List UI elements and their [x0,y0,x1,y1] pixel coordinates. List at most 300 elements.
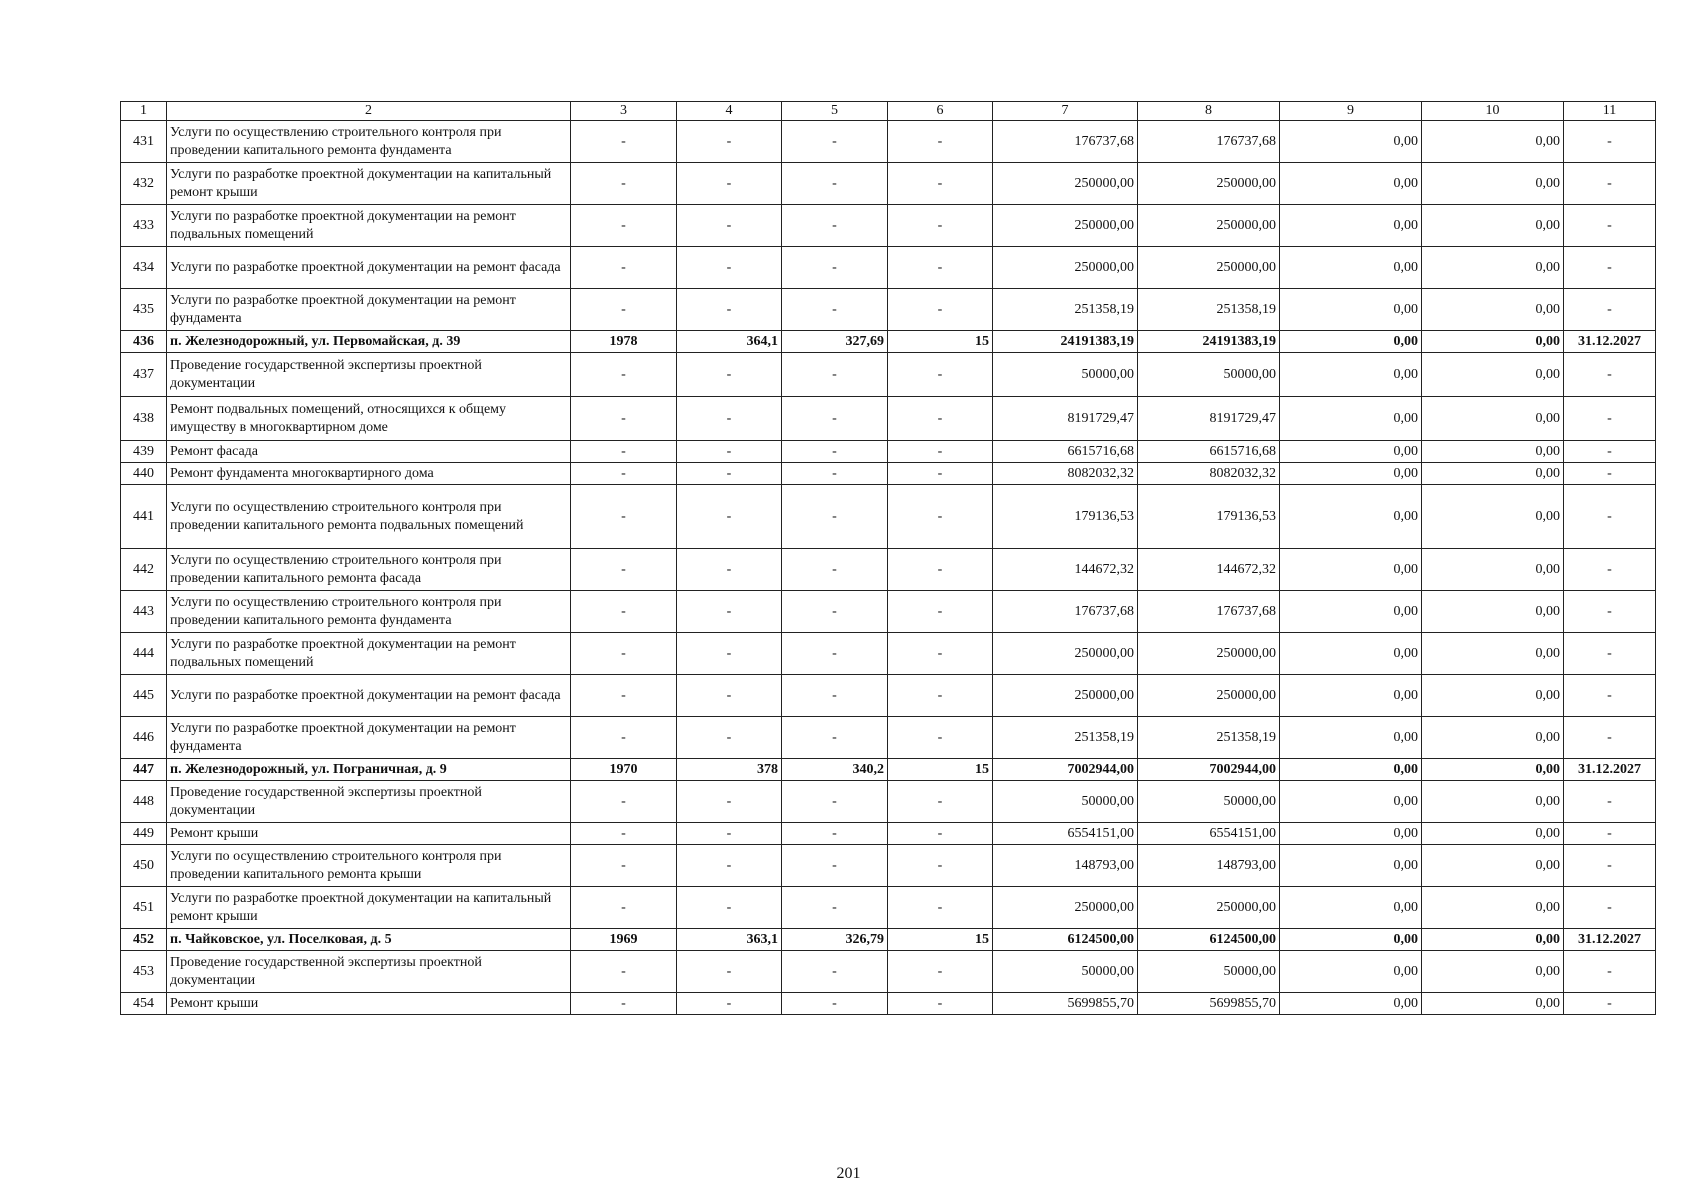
work-description: Услуги по разработке проектной документации на ремонт подвальных помещений [167,205,571,247]
cell-col-3: - [571,591,677,633]
cell-col-7: 250000,00 [993,887,1138,929]
cell-col-6: - [888,247,993,289]
cell-col-10: 0,00 [1422,549,1564,591]
cell-col-11: - [1564,247,1656,289]
row-number: 447 [121,759,167,781]
work-description: Проведение государственной экспертизы проектной документации [167,781,571,823]
table-row [121,205,1656,247]
cell-col-8: 6615716,68 [1138,441,1280,463]
cell-col-6: - [888,951,993,993]
cell-col-5: - [782,993,888,1015]
cell-col-7: 8082032,32 [993,463,1138,485]
cell-col-9: 0,00 [1280,163,1422,205]
cell-col-10: 0,00 [1422,887,1564,929]
cell-col-4: - [677,823,782,845]
cell-col-7: 148793,00 [993,845,1138,887]
cell-col-6: - [888,887,993,929]
table-row [121,781,1656,823]
cell-col-5: - [782,591,888,633]
row-number: 443 [121,591,167,633]
cell-col-5: 326,79 [782,929,888,951]
table-row [121,463,1656,485]
column-header: 5 [782,102,888,121]
cell-col-4: - [677,353,782,397]
cell-col-6: - [888,781,993,823]
cell-col-4: - [677,289,782,331]
cell-col-6: - [888,591,993,633]
table-row [121,845,1656,887]
cell-col-7: 6124500,00 [993,929,1138,951]
page-number: 201 [836,1165,861,1182]
row-number: 452 [121,929,167,951]
row-number: 438 [121,397,167,441]
cell-col-5: - [782,781,888,823]
row-number: 451 [121,887,167,929]
cell-col-9: 0,00 [1280,289,1422,331]
row-number: 431 [121,121,167,163]
cell-col-5: 327,69 [782,331,888,353]
cell-col-7: 24191383,19 [993,331,1138,353]
cell-col-9: 0,00 [1280,633,1422,675]
cell-col-9: 0,00 [1280,781,1422,823]
cell-col-3: - [571,289,677,331]
cell-col-11: - [1564,205,1656,247]
cell-col-11: - [1564,353,1656,397]
table-row [121,441,1656,463]
cell-col-7: 176737,68 [993,591,1138,633]
cell-col-7: 5699855,70 [993,993,1138,1015]
cell-col-9: 0,00 [1280,247,1422,289]
table-row [121,591,1656,633]
table-row [121,675,1656,717]
row-number: 433 [121,205,167,247]
cell-col-9: 0,00 [1280,353,1422,397]
cell-col-4: - [677,993,782,1015]
row-number: 441 [121,485,167,549]
table-row [121,163,1656,205]
work-description: Услуги по разработке проектной документации на ремонт подвальных помещений [167,633,571,675]
cell-col-6: - [888,289,993,331]
cell-col-7: 250000,00 [993,675,1138,717]
cell-col-10: 0,00 [1422,463,1564,485]
cell-col-10: 0,00 [1422,633,1564,675]
cell-col-4: - [677,781,782,823]
work-description: Ремонт фундамента многоквартирного дома [167,463,571,485]
cell-col-5: - [782,717,888,759]
cell-col-6: - [888,485,993,549]
row-number: 436 [121,331,167,353]
cell-col-11: 31.12.2027 [1564,331,1656,353]
cell-col-6: - [888,121,993,163]
cell-col-3: 1969 [571,929,677,951]
cell-col-6: 15 [888,331,993,353]
cell-col-8: 250000,00 [1138,675,1280,717]
work-description: Услуги по разработке проектной документации на капитальный ремонт крыши [167,163,571,205]
column-header: 3 [571,102,677,121]
table-row [121,549,1656,591]
cell-col-3: - [571,951,677,993]
cell-col-8: 250000,00 [1138,247,1280,289]
row-number: 439 [121,441,167,463]
cell-col-5: - [782,549,888,591]
cell-col-11: - [1564,675,1656,717]
cell-col-9: 0,00 [1280,549,1422,591]
work-description: Услуги по разработке проектной документации на ремонт фундамента [167,717,571,759]
cell-col-9: 0,00 [1280,591,1422,633]
cell-col-10: 0,00 [1422,121,1564,163]
cell-col-3: 1970 [571,759,677,781]
work-description: Услуги по осуществлению строительного контроля при проведении капитального ремонта фундамента [167,121,571,163]
cell-col-4: - [677,205,782,247]
cell-col-3: - [571,247,677,289]
cell-col-9: 0,00 [1280,993,1422,1015]
cell-col-8: 50000,00 [1138,781,1280,823]
cell-col-3: - [571,353,677,397]
cell-col-4: - [677,951,782,993]
cell-col-11: 31.12.2027 [1564,929,1656,951]
work-description: Проведение государственной экспертизы проектной документации [167,951,571,993]
cell-col-5: - [782,289,888,331]
work-description: Ремонт фасада [167,441,571,463]
cell-col-11: - [1564,845,1656,887]
cell-col-10: 0,00 [1422,331,1564,353]
cell-col-8: 250000,00 [1138,163,1280,205]
cell-col-10: 0,00 [1422,717,1564,759]
cell-col-6: 15 [888,759,993,781]
cell-col-7: 179136,53 [993,485,1138,549]
work-description: Услуги по осуществлению строительного контроля при проведении капитального ремонта фасада [167,549,571,591]
cell-col-3: - [571,205,677,247]
cell-col-5: - [782,247,888,289]
cell-col-7: 6615716,68 [993,441,1138,463]
cell-col-9: 0,00 [1280,205,1422,247]
cell-col-3: - [571,887,677,929]
cell-col-5: - [782,463,888,485]
cell-col-3: - [571,993,677,1015]
cell-col-8: 251358,19 [1138,289,1280,331]
work-description: Услуги по разработке проектной документации на ремонт фасада [167,247,571,289]
work-description: Услуги по разработке проектной документации на капитальный ремонт крыши [167,887,571,929]
cell-col-10: 0,00 [1422,759,1564,781]
table-row [121,993,1656,1015]
cell-col-6: - [888,205,993,247]
cell-col-7: 176737,68 [993,121,1138,163]
column-header: 7 [993,102,1138,121]
cell-col-7: 50000,00 [993,353,1138,397]
cell-col-11: - [1564,951,1656,993]
cell-col-5: - [782,675,888,717]
cell-col-9: 0,00 [1280,397,1422,441]
cell-col-6: - [888,353,993,397]
cell-col-11: - [1564,591,1656,633]
cell-col-10: 0,00 [1422,441,1564,463]
work-description: п. Железнодорожный, ул. Пограничная, д. 9 [167,759,571,781]
cell-col-10: 0,00 [1422,289,1564,331]
cell-col-4: - [677,717,782,759]
row-number: 432 [121,163,167,205]
cell-col-11: - [1564,441,1656,463]
cell-col-4: - [677,247,782,289]
cell-col-10: 0,00 [1422,993,1564,1015]
cell-col-5: - [782,121,888,163]
cell-col-5: - [782,353,888,397]
cell-col-5: - [782,845,888,887]
cell-col-9: 0,00 [1280,717,1422,759]
cell-col-3: - [571,781,677,823]
cell-col-10: 0,00 [1422,675,1564,717]
cell-col-8: 250000,00 [1138,205,1280,247]
cell-col-3: - [571,441,677,463]
column-header: 2 [167,102,571,121]
cell-col-11: - [1564,463,1656,485]
cell-col-4: - [677,121,782,163]
cell-col-5: 340,2 [782,759,888,781]
cell-col-3: - [571,823,677,845]
cell-col-4: - [677,485,782,549]
cell-col-9: 0,00 [1280,331,1422,353]
cell-col-3: - [571,549,677,591]
cell-col-7: 50000,00 [993,951,1138,993]
cell-col-5: - [782,633,888,675]
address-row [121,331,1656,353]
cell-col-11: - [1564,289,1656,331]
table-row [121,485,1656,549]
cell-col-8: 250000,00 [1138,633,1280,675]
cell-col-4: - [677,397,782,441]
row-number: 440 [121,463,167,485]
row-number: 449 [121,823,167,845]
column-header: 11 [1564,102,1656,121]
work-description: Услуги по разработке проектной документации на ремонт фасада [167,675,571,717]
cell-col-3: - [571,845,677,887]
cell-col-6: - [888,463,993,485]
cell-col-9: 0,00 [1280,675,1422,717]
cell-col-8: 148793,00 [1138,845,1280,887]
cell-col-5: - [782,887,888,929]
cell-col-8: 24191383,19 [1138,331,1280,353]
cell-col-8: 176737,68 [1138,121,1280,163]
cell-col-10: 0,00 [1422,205,1564,247]
cell-col-7: 251358,19 [993,717,1138,759]
address-row [121,759,1656,781]
cell-col-9: 0,00 [1280,121,1422,163]
cell-col-8: 7002944,00 [1138,759,1280,781]
cell-col-11: - [1564,781,1656,823]
cell-col-10: 0,00 [1422,845,1564,887]
cell-col-5: - [782,205,888,247]
cell-col-10: 0,00 [1422,353,1564,397]
cell-col-4: - [677,163,782,205]
cell-col-9: 0,00 [1280,823,1422,845]
cell-col-11: - [1564,993,1656,1015]
table-row [121,633,1656,675]
row-number: 450 [121,845,167,887]
cell-col-6: 15 [888,929,993,951]
work-description: Ремонт крыши [167,993,571,1015]
cell-col-11: - [1564,633,1656,675]
cell-col-11: - [1564,717,1656,759]
work-description: Ремонт подвальных помещений, относящихся к общему имуществу в многоквартирном доме [167,397,571,441]
cell-col-7: 251358,19 [993,289,1138,331]
column-number-row [121,102,1656,121]
row-number: 437 [121,353,167,397]
cell-col-5: - [782,397,888,441]
cell-col-6: - [888,633,993,675]
work-description: Услуги по разработке проектной документации на ремонт фундамента [167,289,571,331]
cell-col-3: - [571,121,677,163]
cell-col-6: - [888,845,993,887]
cell-col-7: 7002944,00 [993,759,1138,781]
cell-col-6: - [888,163,993,205]
table-row [121,951,1656,993]
cell-col-3: - [571,717,677,759]
cell-col-4: - [677,675,782,717]
cell-col-6: - [888,441,993,463]
cell-col-7: 250000,00 [993,205,1138,247]
cell-col-7: 250000,00 [993,633,1138,675]
cell-col-6: - [888,717,993,759]
table-row [121,353,1656,397]
cell-col-3: - [571,397,677,441]
cell-col-10: 0,00 [1422,951,1564,993]
cell-col-3: - [571,485,677,549]
cell-col-11: - [1564,887,1656,929]
work-description: Ремонт крыши [167,823,571,845]
row-number: 445 [121,675,167,717]
row-number: 448 [121,781,167,823]
cell-col-11: - [1564,549,1656,591]
row-number: 446 [121,717,167,759]
row-number: 453 [121,951,167,993]
work-description: Услуги по осуществлению строительного контроля при проведении капитального ремонта крыши [167,845,571,887]
table-row [121,247,1656,289]
cell-col-5: - [782,163,888,205]
cell-col-6: - [888,993,993,1015]
cell-col-6: - [888,397,993,441]
cell-col-8: 179136,53 [1138,485,1280,549]
cell-col-4: - [677,591,782,633]
cell-col-10: 0,00 [1422,163,1564,205]
work-description: Проведение государственной экспертизы проектной документации [167,353,571,397]
cell-col-11: - [1564,397,1656,441]
cell-col-8: 176737,68 [1138,591,1280,633]
work-description: Услуги по осуществлению строительного контроля при проведении капитального ремонта подвальных помещений [167,485,571,549]
cell-col-8: 50000,00 [1138,951,1280,993]
cell-col-8: 8191729,47 [1138,397,1280,441]
row-number: 442 [121,549,167,591]
column-header: 1 [121,102,167,121]
cell-col-8: 250000,00 [1138,887,1280,929]
cell-col-9: 0,00 [1280,845,1422,887]
row-number: 444 [121,633,167,675]
cell-col-10: 0,00 [1422,247,1564,289]
column-header: 6 [888,102,993,121]
cell-col-4: - [677,887,782,929]
row-number: 435 [121,289,167,331]
cell-col-9: 0,00 [1280,887,1422,929]
cell-col-9: 0,00 [1280,485,1422,549]
row-number: 434 [121,247,167,289]
column-header: 8 [1138,102,1280,121]
cell-col-11: - [1564,163,1656,205]
table-row [121,823,1656,845]
cell-col-8: 50000,00 [1138,353,1280,397]
cell-col-4: - [677,549,782,591]
cell-col-11: - [1564,485,1656,549]
table-row [121,289,1656,331]
cell-col-10: 0,00 [1422,485,1564,549]
column-header: 10 [1422,102,1564,121]
cell-col-7: 250000,00 [993,163,1138,205]
column-header: 4 [677,102,782,121]
cell-col-3: - [571,633,677,675]
cell-col-9: 0,00 [1280,759,1422,781]
column-header: 9 [1280,102,1422,121]
cell-col-10: 0,00 [1422,591,1564,633]
cell-col-9: 0,00 [1280,929,1422,951]
cell-col-8: 5699855,70 [1138,993,1280,1015]
cell-col-4: - [677,633,782,675]
cell-col-4: - [677,463,782,485]
cell-col-11: - [1564,121,1656,163]
cell-col-7: 144672,32 [993,549,1138,591]
address-row [121,929,1656,951]
cell-col-10: 0,00 [1422,929,1564,951]
cell-col-8: 144672,32 [1138,549,1280,591]
cell-col-4: - [677,845,782,887]
cell-col-5: - [782,485,888,549]
cell-col-7: 50000,00 [993,781,1138,823]
cell-col-3: 1978 [571,331,677,353]
row-number: 454 [121,993,167,1015]
cell-col-10: 0,00 [1422,781,1564,823]
work-description: п. Железнодорожный, ул. Первомайская, д. 39 [167,331,571,353]
cell-col-8: 6554151,00 [1138,823,1280,845]
cell-col-11: - [1564,823,1656,845]
cell-col-9: 0,00 [1280,441,1422,463]
cell-col-3: - [571,463,677,485]
cell-col-8: 6124500,00 [1138,929,1280,951]
cell-col-4: 363,1 [677,929,782,951]
cell-col-10: 0,00 [1422,397,1564,441]
table-row [121,717,1656,759]
table-row [121,397,1656,441]
cell-col-7: 250000,00 [993,247,1138,289]
works-table [120,101,1656,1015]
cell-col-10: 0,00 [1422,823,1564,845]
table-row [121,887,1656,929]
cell-col-6: - [888,823,993,845]
cell-col-9: 0,00 [1280,463,1422,485]
work-description: Услуги по осуществлению строительного контроля при проведении капитального ремонта фундамента [167,591,571,633]
cell-col-5: - [782,823,888,845]
cell-col-7: 8191729,47 [993,397,1138,441]
cell-col-8: 8082032,32 [1138,463,1280,485]
cell-col-5: - [782,951,888,993]
cell-col-6: - [888,675,993,717]
work-description: п. Чайковское, ул. Поселковая, д. 5 [167,929,571,951]
cell-col-4: - [677,441,782,463]
table-row [121,121,1656,163]
cell-col-8: 251358,19 [1138,717,1280,759]
cell-col-4: 364,1 [677,331,782,353]
cell-col-3: - [571,163,677,205]
cell-col-3: - [571,675,677,717]
cell-col-4: 378 [677,759,782,781]
cell-col-6: - [888,549,993,591]
cell-col-5: - [782,441,888,463]
cell-col-9: 0,00 [1280,951,1422,993]
